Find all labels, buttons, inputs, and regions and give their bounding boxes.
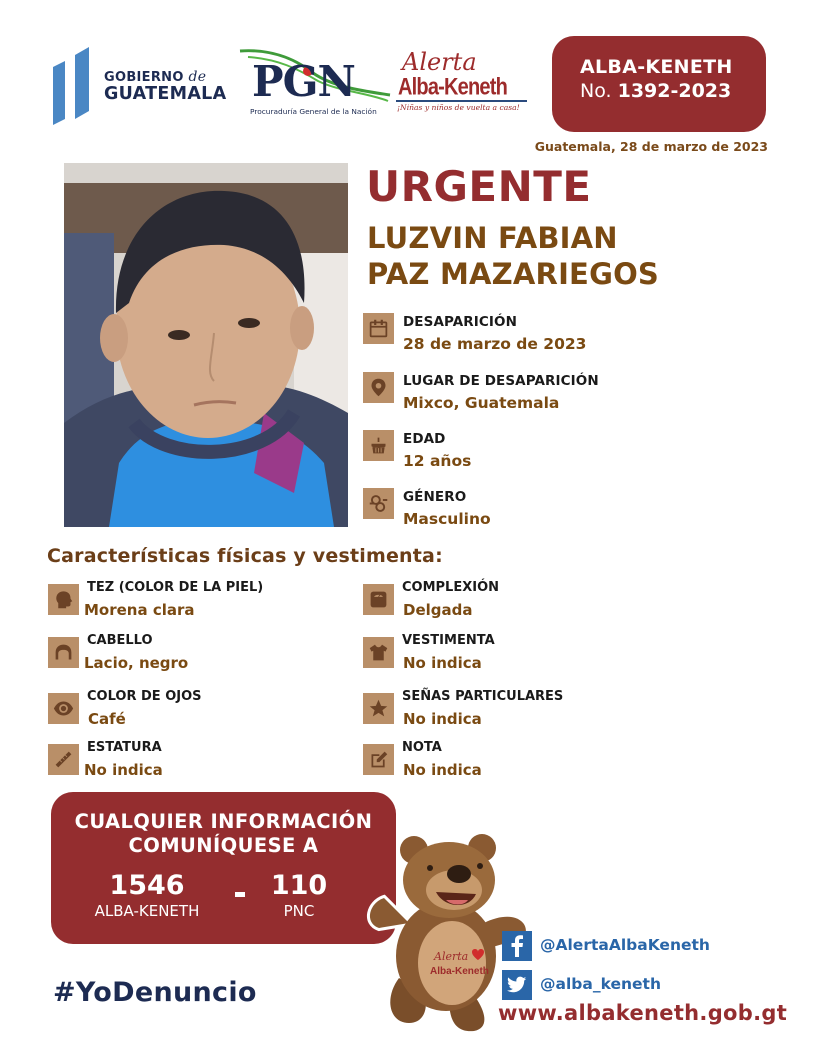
shirt-icon bbox=[363, 637, 394, 668]
head-profile-icon bbox=[48, 584, 79, 615]
issue-date: Guatemala, 28 de marzo de 2023 bbox=[534, 139, 768, 154]
char-note: NOTA No indica bbox=[363, 740, 653, 788]
missing-person-photo bbox=[64, 163, 348, 527]
info-disappearance-date: DESAPARICIÓN 28 de marzo de 2023 bbox=[363, 313, 683, 361]
gobierno-guatemala-logo-mark bbox=[53, 47, 97, 125]
char-hair: CABELLO Lacio, negro bbox=[48, 633, 338, 681]
missing-person-name: LUZVIN FABIAN PAZ MAZARIEGOS bbox=[367, 221, 660, 291]
alerta-alba-keneth-logo: Alerta Alba-Keneth ¡Niñas y niños de vuelta a casa! bbox=[396, 48, 531, 118]
case-number: 1392-2023 bbox=[617, 80, 732, 102]
hashtag: #YoDenuncio bbox=[53, 977, 257, 1008]
char-build: COMPLEXIÓN Delgada bbox=[363, 580, 653, 628]
number-separator bbox=[235, 892, 245, 897]
case-number-badge: ALBA-KENETH No. 1392-2023 bbox=[552, 36, 766, 132]
char-eye-color: COLOR DE OJOS Café bbox=[48, 689, 338, 737]
eye-icon bbox=[48, 693, 79, 724]
star-icon bbox=[363, 693, 394, 724]
svg-text:Alba-Keneth: Alba-Keneth bbox=[430, 966, 489, 977]
char-clothing: VESTIMENTA No indica bbox=[363, 633, 653, 681]
calendar-icon bbox=[363, 313, 394, 344]
char-distinguishing-marks: SEÑAS PARTICULARES No indica bbox=[363, 689, 653, 737]
twitter-icon bbox=[502, 970, 532, 1000]
note-edit-icon bbox=[363, 744, 394, 775]
scale-icon bbox=[363, 584, 394, 615]
hair-icon bbox=[48, 637, 79, 668]
char-height: ESTATURA No indica bbox=[48, 740, 338, 788]
gender-icon bbox=[363, 488, 394, 519]
ruler-icon bbox=[48, 744, 79, 775]
urgency-status: URGENTE bbox=[366, 162, 592, 211]
location-pin-icon bbox=[363, 372, 394, 403]
birthday-cake-icon bbox=[363, 430, 394, 461]
facebook-icon bbox=[502, 931, 532, 961]
info-age: EDAD 12 años bbox=[363, 430, 683, 478]
info-gender: GÉNERO Masculino bbox=[363, 488, 683, 536]
phone-alba-keneth[interactable]: 1546 ALBA-KENETH bbox=[94, 870, 200, 920]
case-program: ALBA-KENETH bbox=[580, 56, 733, 78]
website-link[interactable]: www.albakeneth.gob.gt bbox=[498, 1001, 788, 1025]
gobierno-guatemala-logo-text: GOBIERNO de GUATEMALA bbox=[104, 69, 227, 104]
characteristics-heading: Características físicas y vestimenta: bbox=[47, 545, 443, 567]
svg-text:Alerta: Alerta bbox=[434, 950, 469, 963]
phone-pnc[interactable]: 110 PNC bbox=[270, 870, 328, 920]
info-disappearance-place: LUGAR DE DESAPARICIÓN Mixco, Guatemala bbox=[363, 372, 683, 420]
char-skin-tone: TEZ (COLOR DE LA PIEL) Morena clara bbox=[48, 580, 338, 628]
contact-info-box: CUALQUIER INFORMACIÓN COMUNÍQUESE A 1546 ALBA-KENETH 110 PNC bbox=[51, 792, 396, 944]
pgn-logo: PGN Procuraduría General de la Nación bbox=[238, 47, 393, 119]
